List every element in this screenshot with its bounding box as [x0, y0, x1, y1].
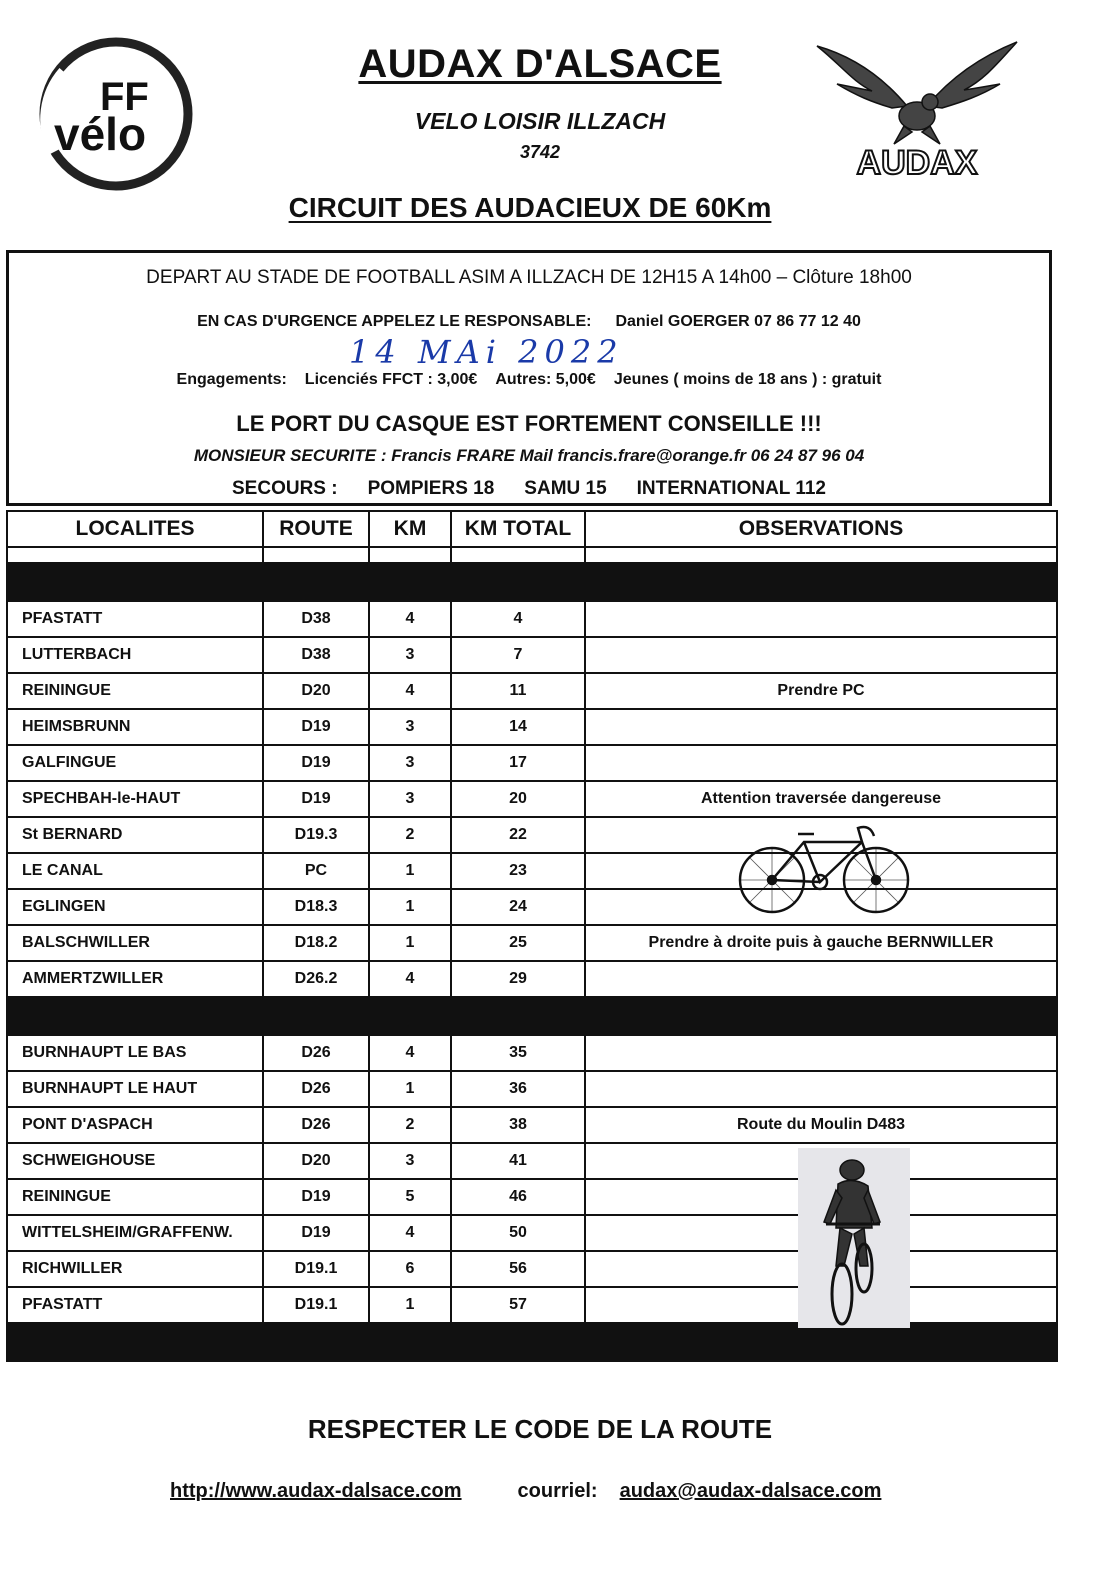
cell-route: D38	[263, 601, 369, 637]
cell-route: D19	[263, 709, 369, 745]
cell-observation	[585, 961, 1057, 997]
cell-km-total: 35	[451, 1035, 585, 1071]
secours-label: SECOURS :	[232, 478, 338, 499]
road-code-reminder: RESPECTER LE CODE DE LA ROUTE	[307, 1414, 773, 1444]
cell-km: 2	[369, 817, 451, 853]
cell-localite: RICHWILLER	[7, 1251, 263, 1287]
page-title	[250, 42, 830, 87]
spacer-cell	[7, 547, 263, 563]
cell-localite: BALSCHWILLER	[7, 925, 263, 961]
cell-km: 6	[369, 1251, 451, 1287]
bicycle-icon	[734, 822, 914, 918]
engagements-info	[9, 371, 1049, 389]
table-row	[7, 961, 1057, 997]
handwritten-date: 14 MAi 2022	[349, 333, 624, 371]
cell-route: D26	[263, 1035, 369, 1071]
header-km-total: KM TOTAL	[451, 511, 585, 547]
page-title-text: AUDAX D'ALSACE	[358, 42, 722, 86]
cell-km-total: 36	[451, 1071, 585, 1107]
cell-localite: REININGUE	[7, 1179, 263, 1215]
courriel-label: courriel:	[517, 1480, 598, 1502]
cell-route: D20	[263, 1143, 369, 1179]
table-header-row	[7, 511, 1057, 547]
cell-route: D19	[263, 1179, 369, 1215]
cyclist-icon	[798, 1148, 910, 1328]
cell-km: 4	[369, 961, 451, 997]
eagle-icon	[817, 42, 1017, 144]
section-divider-cell	[7, 563, 1057, 601]
cell-km-total: 25	[451, 925, 585, 961]
spacer-row	[7, 547, 1057, 563]
header-route: ROUTE	[263, 511, 369, 547]
cell-observation	[585, 637, 1057, 673]
cell-localite: BURNHAUPT LE HAUT	[7, 1071, 263, 1107]
cell-localite: PFASTATT	[7, 1287, 263, 1323]
cell-observation	[585, 601, 1057, 637]
cell-route: D18.2	[263, 925, 369, 961]
cell-route: D19	[263, 1215, 369, 1251]
section-divider	[7, 1323, 1057, 1361]
email-link[interactable]: audax@audax-dalsace.com	[619, 1480, 882, 1502]
cell-localite: AMMERTZWILLER	[7, 961, 263, 997]
cell-km: 3	[369, 1143, 451, 1179]
cell-km: 1	[369, 1287, 451, 1323]
club-number: 3742	[519, 142, 561, 162]
cell-km-total: 17	[451, 745, 585, 781]
cell-km: 4	[369, 601, 451, 637]
cell-km-total: 24	[451, 889, 585, 925]
ffvelo-logo-line2: vélo	[54, 108, 147, 160]
table-row	[7, 781, 1057, 817]
cell-route: D18.3	[263, 889, 369, 925]
cell-route: D26	[263, 1071, 369, 1107]
cell-localite: PFASTATT	[7, 601, 263, 637]
header-observations: OBSERVATIONS	[585, 511, 1057, 547]
cell-localite: HEIMSBRUNN	[7, 709, 263, 745]
table-row	[7, 1035, 1057, 1071]
audax-logo-text: AUDAX	[856, 144, 978, 182]
urgence-label: EN CAS D'URGENCE APPELEZ LE RESPONSABLE:	[197, 313, 592, 330]
cell-km-total: 22	[451, 817, 585, 853]
header-localites: LOCALITES	[7, 511, 263, 547]
cell-localite: St BERNARD	[7, 817, 263, 853]
cell-km-total: 57	[451, 1287, 585, 1323]
cell-route: D26	[263, 1107, 369, 1143]
cell-route: D19	[263, 745, 369, 781]
spacer-cell	[263, 547, 369, 563]
cell-km: 1	[369, 853, 451, 889]
emergency-numbers	[9, 478, 1049, 500]
cell-observation	[585, 745, 1057, 781]
cell-observation	[585, 709, 1057, 745]
cell-km: 2	[369, 1107, 451, 1143]
cell-route: D20	[263, 673, 369, 709]
cell-km-total: 14	[451, 709, 585, 745]
cell-km: 5	[369, 1179, 451, 1215]
cell-km-total: 46	[451, 1179, 585, 1215]
circuit-title	[190, 192, 870, 224]
cell-km-total: 7	[451, 637, 585, 673]
cell-route: PC	[263, 853, 369, 889]
cell-localite: LE CANAL	[7, 853, 263, 889]
info-box	[6, 250, 1052, 506]
spacer-cell	[369, 547, 451, 563]
cell-localite: GALFINGUE	[7, 745, 263, 781]
website-link[interactable]: http://www.audax-dalsace.com	[170, 1480, 462, 1502]
securite-contact: MONSIEUR SECURITE : Francis FRARE Mail francis.frare@orange.fr 06 24 87 96 04	[193, 446, 865, 465]
spacer-cell	[585, 547, 1057, 563]
urgence-contact: Daniel GOERGER 07 86 77 12 40	[615, 313, 861, 330]
fee-jeunes: Jeunes ( moins de 18 ans ) : gratuit	[613, 371, 882, 388]
cell-observation: Route du Moulin D483	[585, 1107, 1057, 1143]
cell-km-total: 38	[451, 1107, 585, 1143]
engagements-label: Engagements:	[176, 371, 287, 388]
table-row	[7, 673, 1057, 709]
cell-km: 1	[369, 925, 451, 961]
samu-number: SAMU 15	[524, 478, 607, 499]
audax-logo	[812, 36, 1022, 186]
cell-localite: REININGUE	[7, 673, 263, 709]
section-divider	[7, 563, 1057, 601]
cell-km: 4	[369, 673, 451, 709]
cell-localite: LUTTERBACH	[7, 637, 263, 673]
cell-km-total: 56	[451, 1251, 585, 1287]
pompiers-number: POMPIERS 18	[367, 478, 495, 499]
cell-km: 3	[369, 709, 451, 745]
international-number: INTERNATIONAL 112	[636, 478, 826, 499]
table-row	[7, 601, 1057, 637]
cell-km: 3	[369, 637, 451, 673]
cell-km-total: 4	[451, 601, 585, 637]
cell-observation	[585, 1035, 1057, 1071]
cell-localite: WITTELSHEIM/GRAFFENW.	[7, 1215, 263, 1251]
ffvelo-logo	[34, 32, 198, 196]
cell-localite: PONT D'ASPACH	[7, 1107, 263, 1143]
table-row	[7, 745, 1057, 781]
cell-km: 3	[369, 745, 451, 781]
cell-route: D19.3	[263, 817, 369, 853]
cell-observation	[585, 1071, 1057, 1107]
cell-route: D26.2	[263, 961, 369, 997]
cell-km-total: 50	[451, 1215, 585, 1251]
cell-localite: BURNHAUPT LE BAS	[7, 1035, 263, 1071]
cell-km-total: 29	[451, 961, 585, 997]
cell-localite: EGLINGEN	[7, 889, 263, 925]
table-row	[7, 709, 1057, 745]
cell-km: 1	[369, 889, 451, 925]
fee-autres: Autres: 5,00€	[495, 371, 596, 388]
cell-observation: Prendre à droite puis à gauche BERNWILLER	[585, 925, 1057, 961]
table-row	[7, 1107, 1057, 1143]
cell-km-total: 41	[451, 1143, 585, 1179]
section-divider-cell	[7, 1323, 1057, 1361]
cell-observation: Attention traversée dangereuse	[585, 781, 1057, 817]
cell-km-total: 23	[451, 853, 585, 889]
circuit-title-text: CIRCUIT DES AUDACIEUX DE 60Km	[288, 192, 772, 223]
header-km: KM	[369, 511, 451, 547]
cell-localite: SCHWEIGHOUSE	[7, 1143, 263, 1179]
cell-km: 4	[369, 1035, 451, 1071]
ffvelo-logo-line1: FF	[100, 75, 149, 119]
cell-observation: Prendre PC	[585, 673, 1057, 709]
helmet-warning: LE PORT DU CASQUE EST FORTEMENT CONSEILLE !!!	[236, 411, 822, 436]
fee-licencies: Licenciés FFCT : 3,00€	[304, 371, 478, 388]
section-divider-cell	[7, 997, 1057, 1035]
cell-route: D38	[263, 637, 369, 673]
urgence-info	[9, 313, 1049, 331]
cell-route: D19.1	[263, 1251, 369, 1287]
cell-km: 3	[369, 781, 451, 817]
cell-km-total: 20	[451, 781, 585, 817]
cell-km: 1	[369, 1071, 451, 1107]
cell-route: D19.1	[263, 1287, 369, 1323]
cell-localite: SPECHBAH-le-HAUT	[7, 781, 263, 817]
cell-km: 4	[369, 1215, 451, 1251]
cell-route: D19	[263, 781, 369, 817]
footer-links	[170, 1480, 930, 1503]
table-row	[7, 925, 1057, 961]
depart-info: DEPART AU STADE DE FOOTBALL ASIM A ILLZACH DE 12H15 A 14h00 – Clôture 18h00	[146, 267, 912, 288]
table-row	[7, 1071, 1057, 1107]
club-name: VELO LOISIR ILLZACH	[414, 108, 666, 134]
table-row	[7, 637, 1057, 673]
section-divider	[7, 997, 1057, 1035]
spacer-cell	[451, 547, 585, 563]
cell-km-total: 11	[451, 673, 585, 709]
